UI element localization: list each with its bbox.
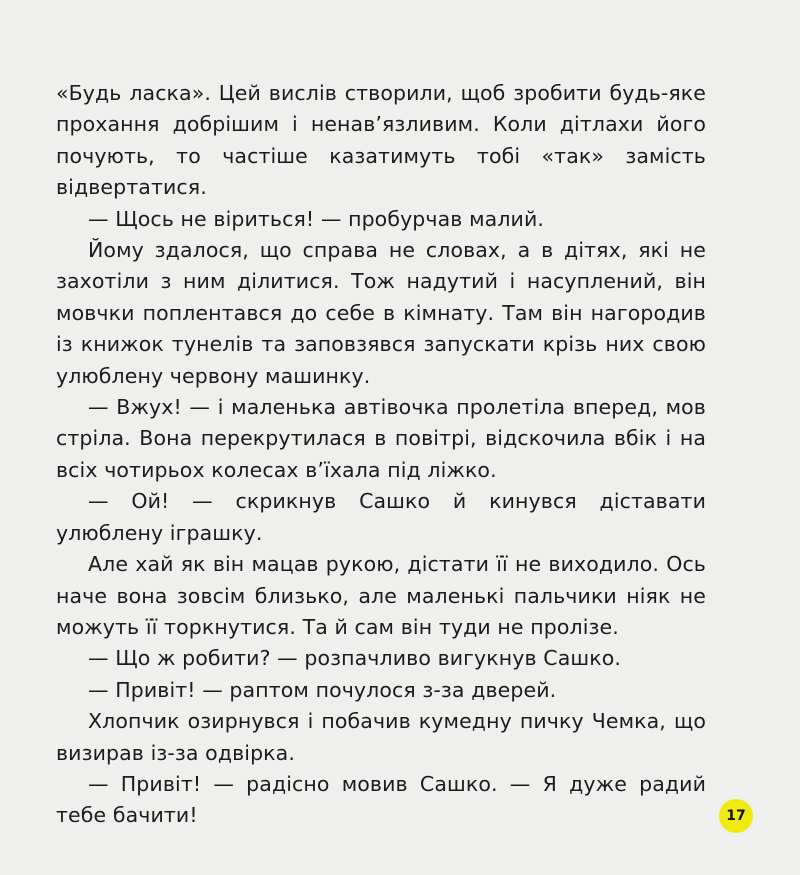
paragraph-8: — Привіт! — раптом почулося з-за дверей. xyxy=(88,677,557,702)
paragraph-3: Йому здалося, що справа не словах, а в дітях, які не захотіли з ним ділитися. Тож надутий і насуплений, він мовчки поплентався до себе в кімнату. Там він нагородив із книжок тунелів та заповзявся запускати крізь них свою улюблену червону машинку. xyxy=(56,238,706,388)
paragraph-10: — Привіт! — радісно мовив Сашко. — Я дуже радий тебе бачити! xyxy=(56,771,706,828)
paragraph-9: Хлопчик озирнувся і побачив кумедну пичку Чемка, що визирав із-за одвірка. xyxy=(56,709,706,765)
paragraph-7: — Що ж робити? — розпачливо вигукнув Сашко. xyxy=(88,646,621,671)
paragraph-6: Але хай як він мацав рукою, дістати її не виходило. Ось наче вона зовсім близько, але маленькі пальчики ніяк не можуть її торкнутися. Та й сам він туди не пролізе. xyxy=(56,552,706,639)
paragraph-2: — Щось не віриться! — пробурчав малий. xyxy=(88,206,544,231)
page-number-badge: 17 xyxy=(719,799,753,833)
story-text xyxy=(56,78,706,832)
paragraph-4: — Вжух! — і маленька автівочка пролетіла вперед, мов стріла. Вона перекрутилася в повітрі, відскочила вбік і на всіх чотирьох колесах в’їхала під ліжко. xyxy=(56,395,706,482)
paragraph-1: «Будь ласка». Цей вислів створили, щоб зробити будь-яке прохання добрішим і ненав’язливим. Коли дітлахи його почують, то частіше казатимуть тобі «так» замість відвертатися. xyxy=(56,81,706,200)
paragraph-5: — Ой! — скрикнув Сашко й кинувся діставати улюблену іграшку. xyxy=(56,489,706,545)
